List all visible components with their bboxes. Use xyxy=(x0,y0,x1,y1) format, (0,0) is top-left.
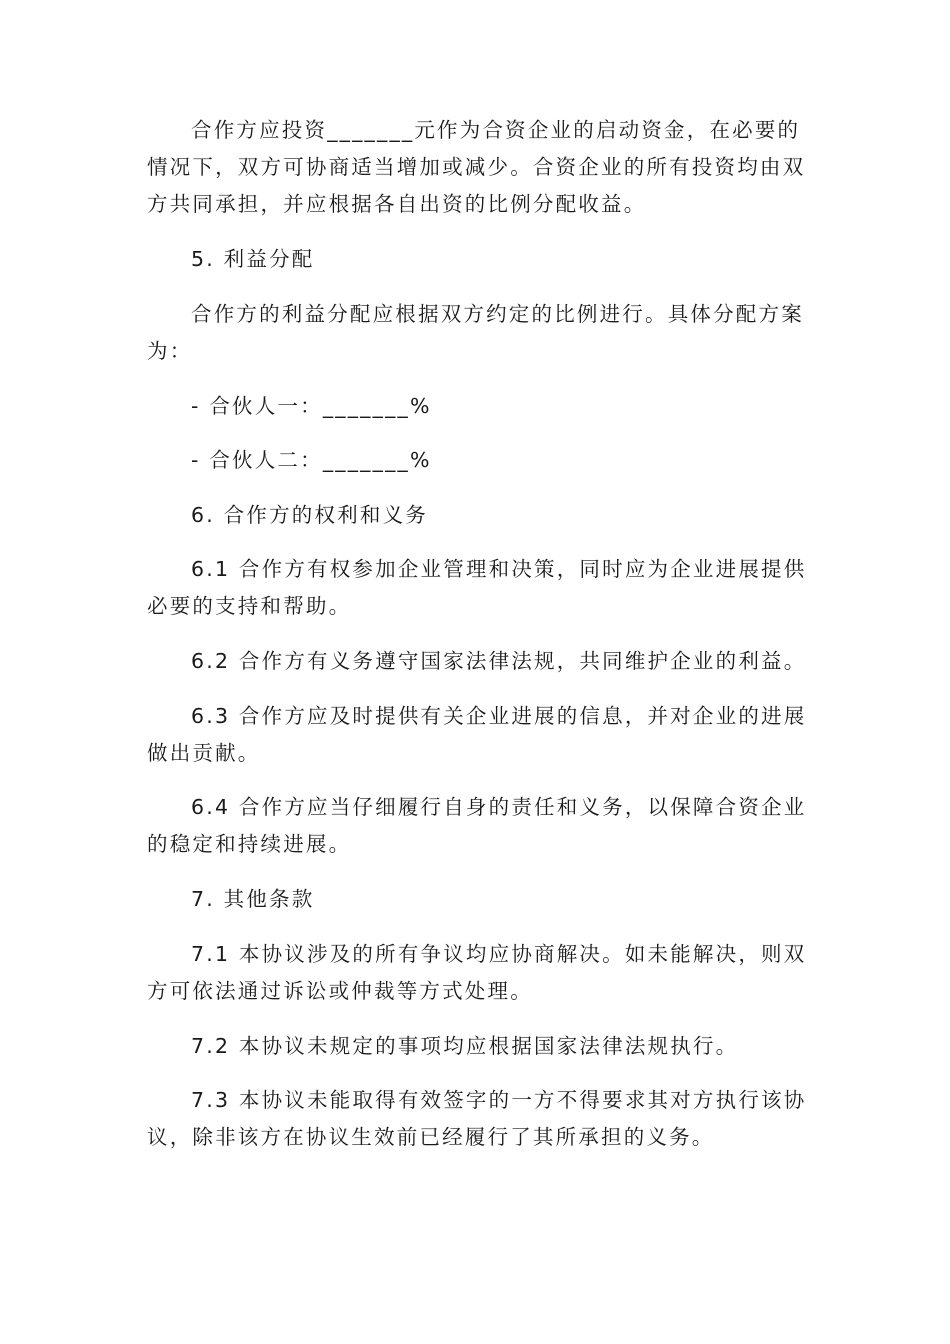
section-7-heading: 7. 其他条款 xyxy=(191,887,315,911)
partner-one-share: - 合伙人一：_______% xyxy=(191,394,432,418)
partner-two-share: - 合伙人二：_______% xyxy=(191,448,432,472)
clause-6-2: 6.2 合作方有义务遵守国家法律法规，共同维护企业的利益。 xyxy=(191,649,807,673)
section-6-heading: 6. 合作方的权利和义务 xyxy=(191,503,428,527)
section-5-heading: 5. 利益分配 xyxy=(191,247,315,271)
profit-distribution-paragraph: 合作方的利益分配应根据双方约定的比例进行。具体分配方案为： xyxy=(147,302,804,363)
clause-7-1: 7.1 本协议涉及的所有争议均应协商解决。如未能解决，则双方可依法通过诉讼或仲裁等方式处理。 xyxy=(147,942,807,1003)
clause-7-3: 7.3 本协议未能取得有效签字的一方不得要求其对方执行该协议，除非该方在协议生效前已经履行了其所承担的义务。 xyxy=(147,1088,807,1149)
investment-paragraph: 合作方应投资_______元作为合资企业的启动资金，在必要的情况下，双方可协商适当增加或减少。合资企业的所有投资均由双方共同承担，并应根据各自出资的比例分配收益。 xyxy=(147,118,806,216)
clause-7-2: 7.2 本协议未规定的事项均应根据国家法律法规执行。 xyxy=(191,1034,739,1058)
clause-6-1: 6.1 合作方有权参加企业管理和决策，同时应为企业进展提供必要的支持和帮助。 xyxy=(147,557,807,618)
clause-6-4: 6.4 合作方应当仔细履行自身的责任和义务，以保障合资企业的稳定和持续进展。 xyxy=(147,795,807,856)
clause-6-3: 6.3 合作方应及时提供有关企业进展的信息，并对企业的进展做出贡献。 xyxy=(147,704,807,765)
